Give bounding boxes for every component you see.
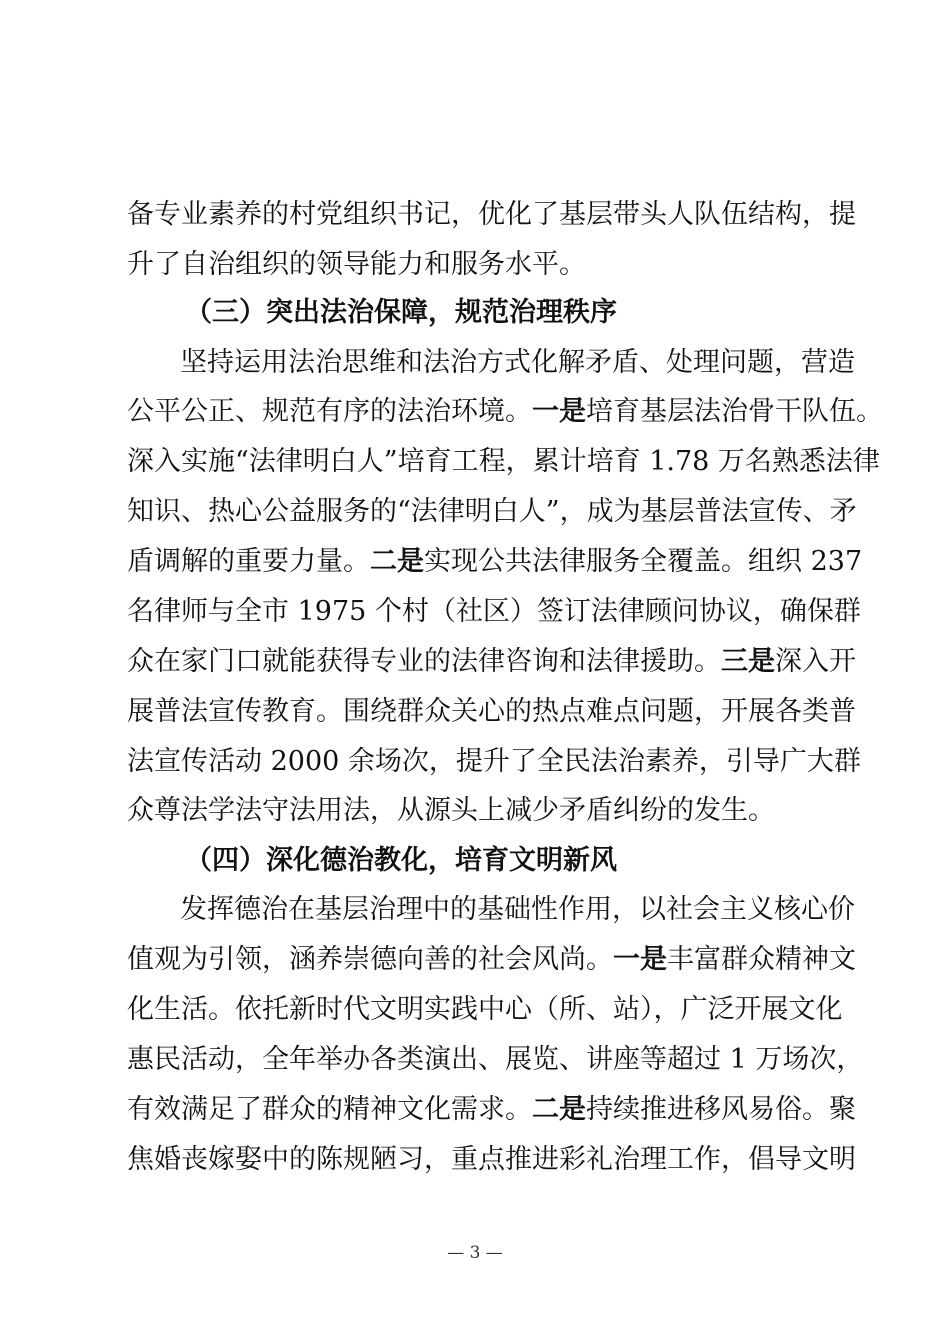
text-segment: （四）深化德治教化，培育文明新风 <box>185 845 617 876</box>
text-segment: 发挥德治在基层治理中的基础性作用，以社会主义核心价 <box>180 894 855 925</box>
section-heading <box>185 293 881 333</box>
text-line <box>180 343 855 383</box>
text-line <box>127 1140 856 1180</box>
text-segment: 化生活。依托新时代文明实践中心（所、站），广泛开展文化 <box>127 994 843 1025</box>
text-line <box>127 791 823 831</box>
text-line <box>127 742 861 782</box>
text-segment: 公平公正、规范有序的法治环境。 <box>127 396 532 427</box>
text-line <box>180 890 855 930</box>
bold-lead-phrase: 二是 <box>370 546 424 577</box>
text-line <box>127 195 856 235</box>
text-line <box>127 990 843 1030</box>
text-segment: 升了自治组织的领导能力和服务水平。 <box>127 249 586 280</box>
text-segment: 名律师与全市 1975 个村（社区）签订法律顾问协议，确保群 <box>127 596 861 627</box>
text-line <box>127 392 883 432</box>
text-segment: 知识、热心公益服务的“法律明白人”，成为基层普法宣传、矛 <box>127 496 857 527</box>
text-line <box>127 940 856 980</box>
text-segment: 丰富群众精神文 <box>667 944 856 975</box>
text-line <box>127 492 857 532</box>
text-line <box>127 442 880 482</box>
text-segment: 众尊法学法守法用法，从源头上减少矛盾纠纷的发生。 <box>127 795 775 826</box>
text-segment: 深入实施“法律明白人”培育工程，累计培育 1.78 万名熟悉法律 <box>127 446 880 477</box>
text-segment: 培育基层法治骨干队伍。 <box>586 396 883 427</box>
text-segment: 展普法宣传教育。围绕群众关心的热点难点问题，开展各类普 <box>127 696 856 727</box>
section-heading <box>185 841 881 881</box>
text-segment: 盾调解的重要力量。 <box>127 546 370 577</box>
text-segment: 法宣传活动 2000 余场次，提升了全民法治素养，引导广大群 <box>127 746 861 777</box>
text-line <box>127 542 863 582</box>
text-segment: 实现公共法律服务全覆盖。组织 237 <box>424 546 863 577</box>
bold-lead-phrase: 一是 <box>532 396 586 427</box>
text-line <box>127 245 823 285</box>
bold-lead-phrase: 一是 <box>613 944 667 975</box>
page-number: — 3 — <box>447 1243 503 1263</box>
text-line <box>127 692 856 732</box>
text-segment: 有效满足了群众的精神文化需求。 <box>127 1094 532 1125</box>
text-line <box>127 1040 864 1080</box>
text-segment: 坚持运用法治思维和法治方式化解矛盾、处理问题，营造 <box>180 347 855 378</box>
bold-lead-phrase: 二是 <box>532 1094 586 1125</box>
text-segment: 焦婚丧嫁娶中的陈规陋习，重点推进彩礼治理工作，倡导文明 <box>127 1144 856 1175</box>
text-segment: 深入开 <box>775 646 856 677</box>
text-segment: 值观为引领，涵养崇德向善的社会风尚。 <box>127 944 613 975</box>
text-segment: （三）突出法治保障，规范治理秩序 <box>185 297 617 328</box>
text-line <box>127 1090 856 1130</box>
text-segment: 惠民活动，全年举办各类演出、展览、讲座等超过 1 万场次， <box>127 1044 864 1075</box>
text-line <box>127 642 856 682</box>
text-line <box>127 592 861 632</box>
text-segment: 备专业素养的村党组织书记，优化了基层带头人队伍结构，提 <box>127 199 856 230</box>
text-segment: 众在家门口就能获得专业的法律咨询和法律援助。 <box>127 646 721 677</box>
text-segment: 持续推进移风易俗。聚 <box>586 1094 856 1125</box>
bold-lead-phrase: 三是 <box>721 646 775 677</box>
